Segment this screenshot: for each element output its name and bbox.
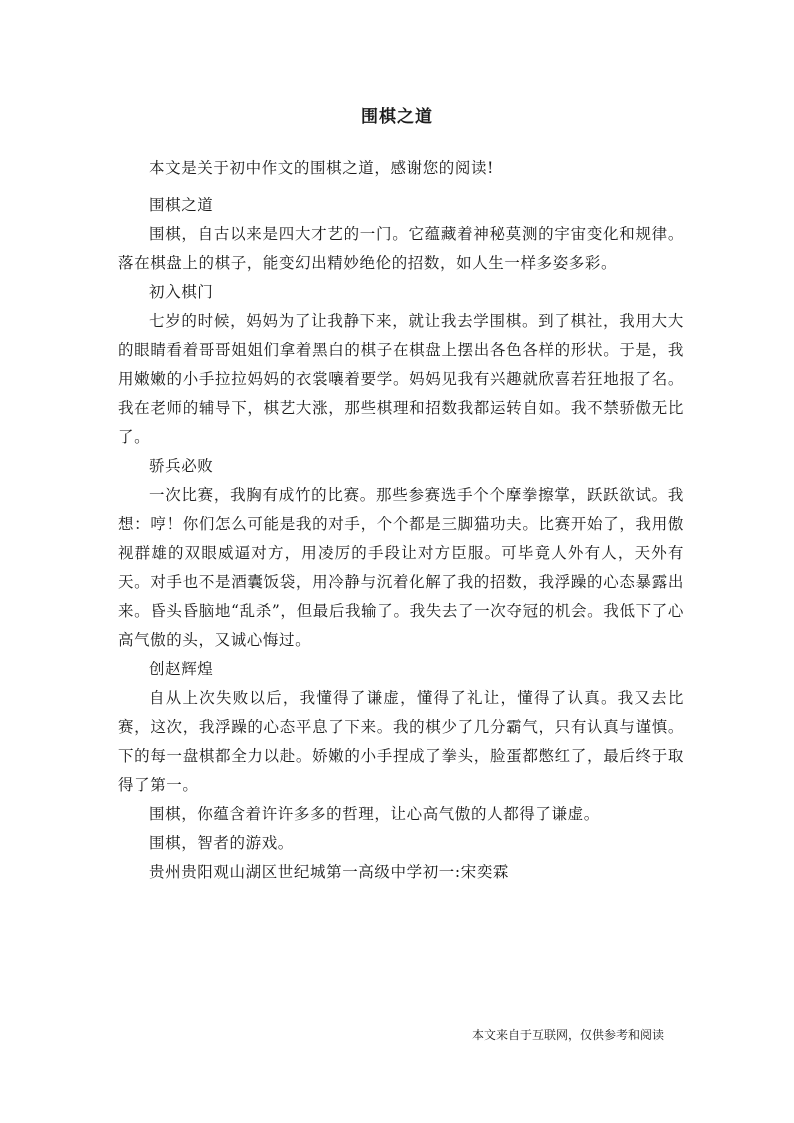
intro-paragraph: 本文是关于初中作文的围棋之道，感谢您的阅读! (149, 159, 494, 177)
document-title: 围棋之道 (361, 107, 433, 127)
body-paragraph: 围棋，智者的游戏。 (149, 834, 294, 852)
section-heading: 围棋之道 (149, 196, 214, 214)
body-paragraph: 自从上次失败以后，我懂得了谦虚，懂得了礼让，懂得了认真。我又去比赛，这次，我浮躁的心态平息了下来。我的棋少了几分霸气，只有认真与谨慎。下的每一盘棋都全力以赴。娇嫩的小手捏成了拳头，脸蛋都憋红了，最后终于取得了第一。 (118, 689, 684, 794)
author-line: 贵州贵阳观山湖区世纪城第一高级中学初一:宋奕霖 (149, 863, 510, 881)
body-paragraph: 七岁的时候，妈妈为了让我静下来，就让我去学围棋。到了棋社，我用大大的眼睛看着哥哥姐姐们拿着黑白的棋子在棋盘上摆出各色各样的形状。于是，我用嫩嫩的小手拉拉妈妈的衣裳嚷着要学。妈妈见我有兴趣就欣喜若狂地报了名。我在老师的辅导下，棋艺大涨，那些棋理和招数我都运转自如。我不禁骄傲无比了。 (118, 312, 684, 446)
section-heading: 骄兵必败 (149, 457, 214, 475)
document-body (118, 146, 684, 887)
section-heading: 初入棋门 (149, 283, 214, 301)
body-paragraph: 围棋，自古以来是四大才艺的一门。它蕴藏着神秘莫测的宇宙变化和规律。落在棋盘上的棋子，能变幻出精妙绝伦的招数，如人生一样多姿多彩。 (118, 225, 684, 272)
section-heading: 创赵辉煌 (149, 660, 214, 678)
body-paragraph: 一次比赛，我胸有成竹的比赛。那些参赛选手个个摩拳擦掌，跃跃欲试。我想：哼！你们怎么可能是我的对手，个个都是三脚猫功夫。比赛开始了，我用傲视群雄的双眼威逼对方，用凌厉的手段让对方臣服。可毕竟人外有人，天外有天。对手也不是酒囊饭袋，用冷静与沉着化解了我的招数，我浮躁的心态暴露出来。昏头昏脑地“乱杀”，但最后我输了。我失去了一次夺冠的机会。我低下了心高气傲的头，又诚心悔过。 (118, 486, 684, 649)
body-paragraph: 围棋，你蕴含着许许多多的哲理，让心高气傲的人都得了谦虚。 (149, 805, 600, 823)
footer-note: 本文来自于互联网，仅供参考和阅读 (471, 1028, 664, 1042)
